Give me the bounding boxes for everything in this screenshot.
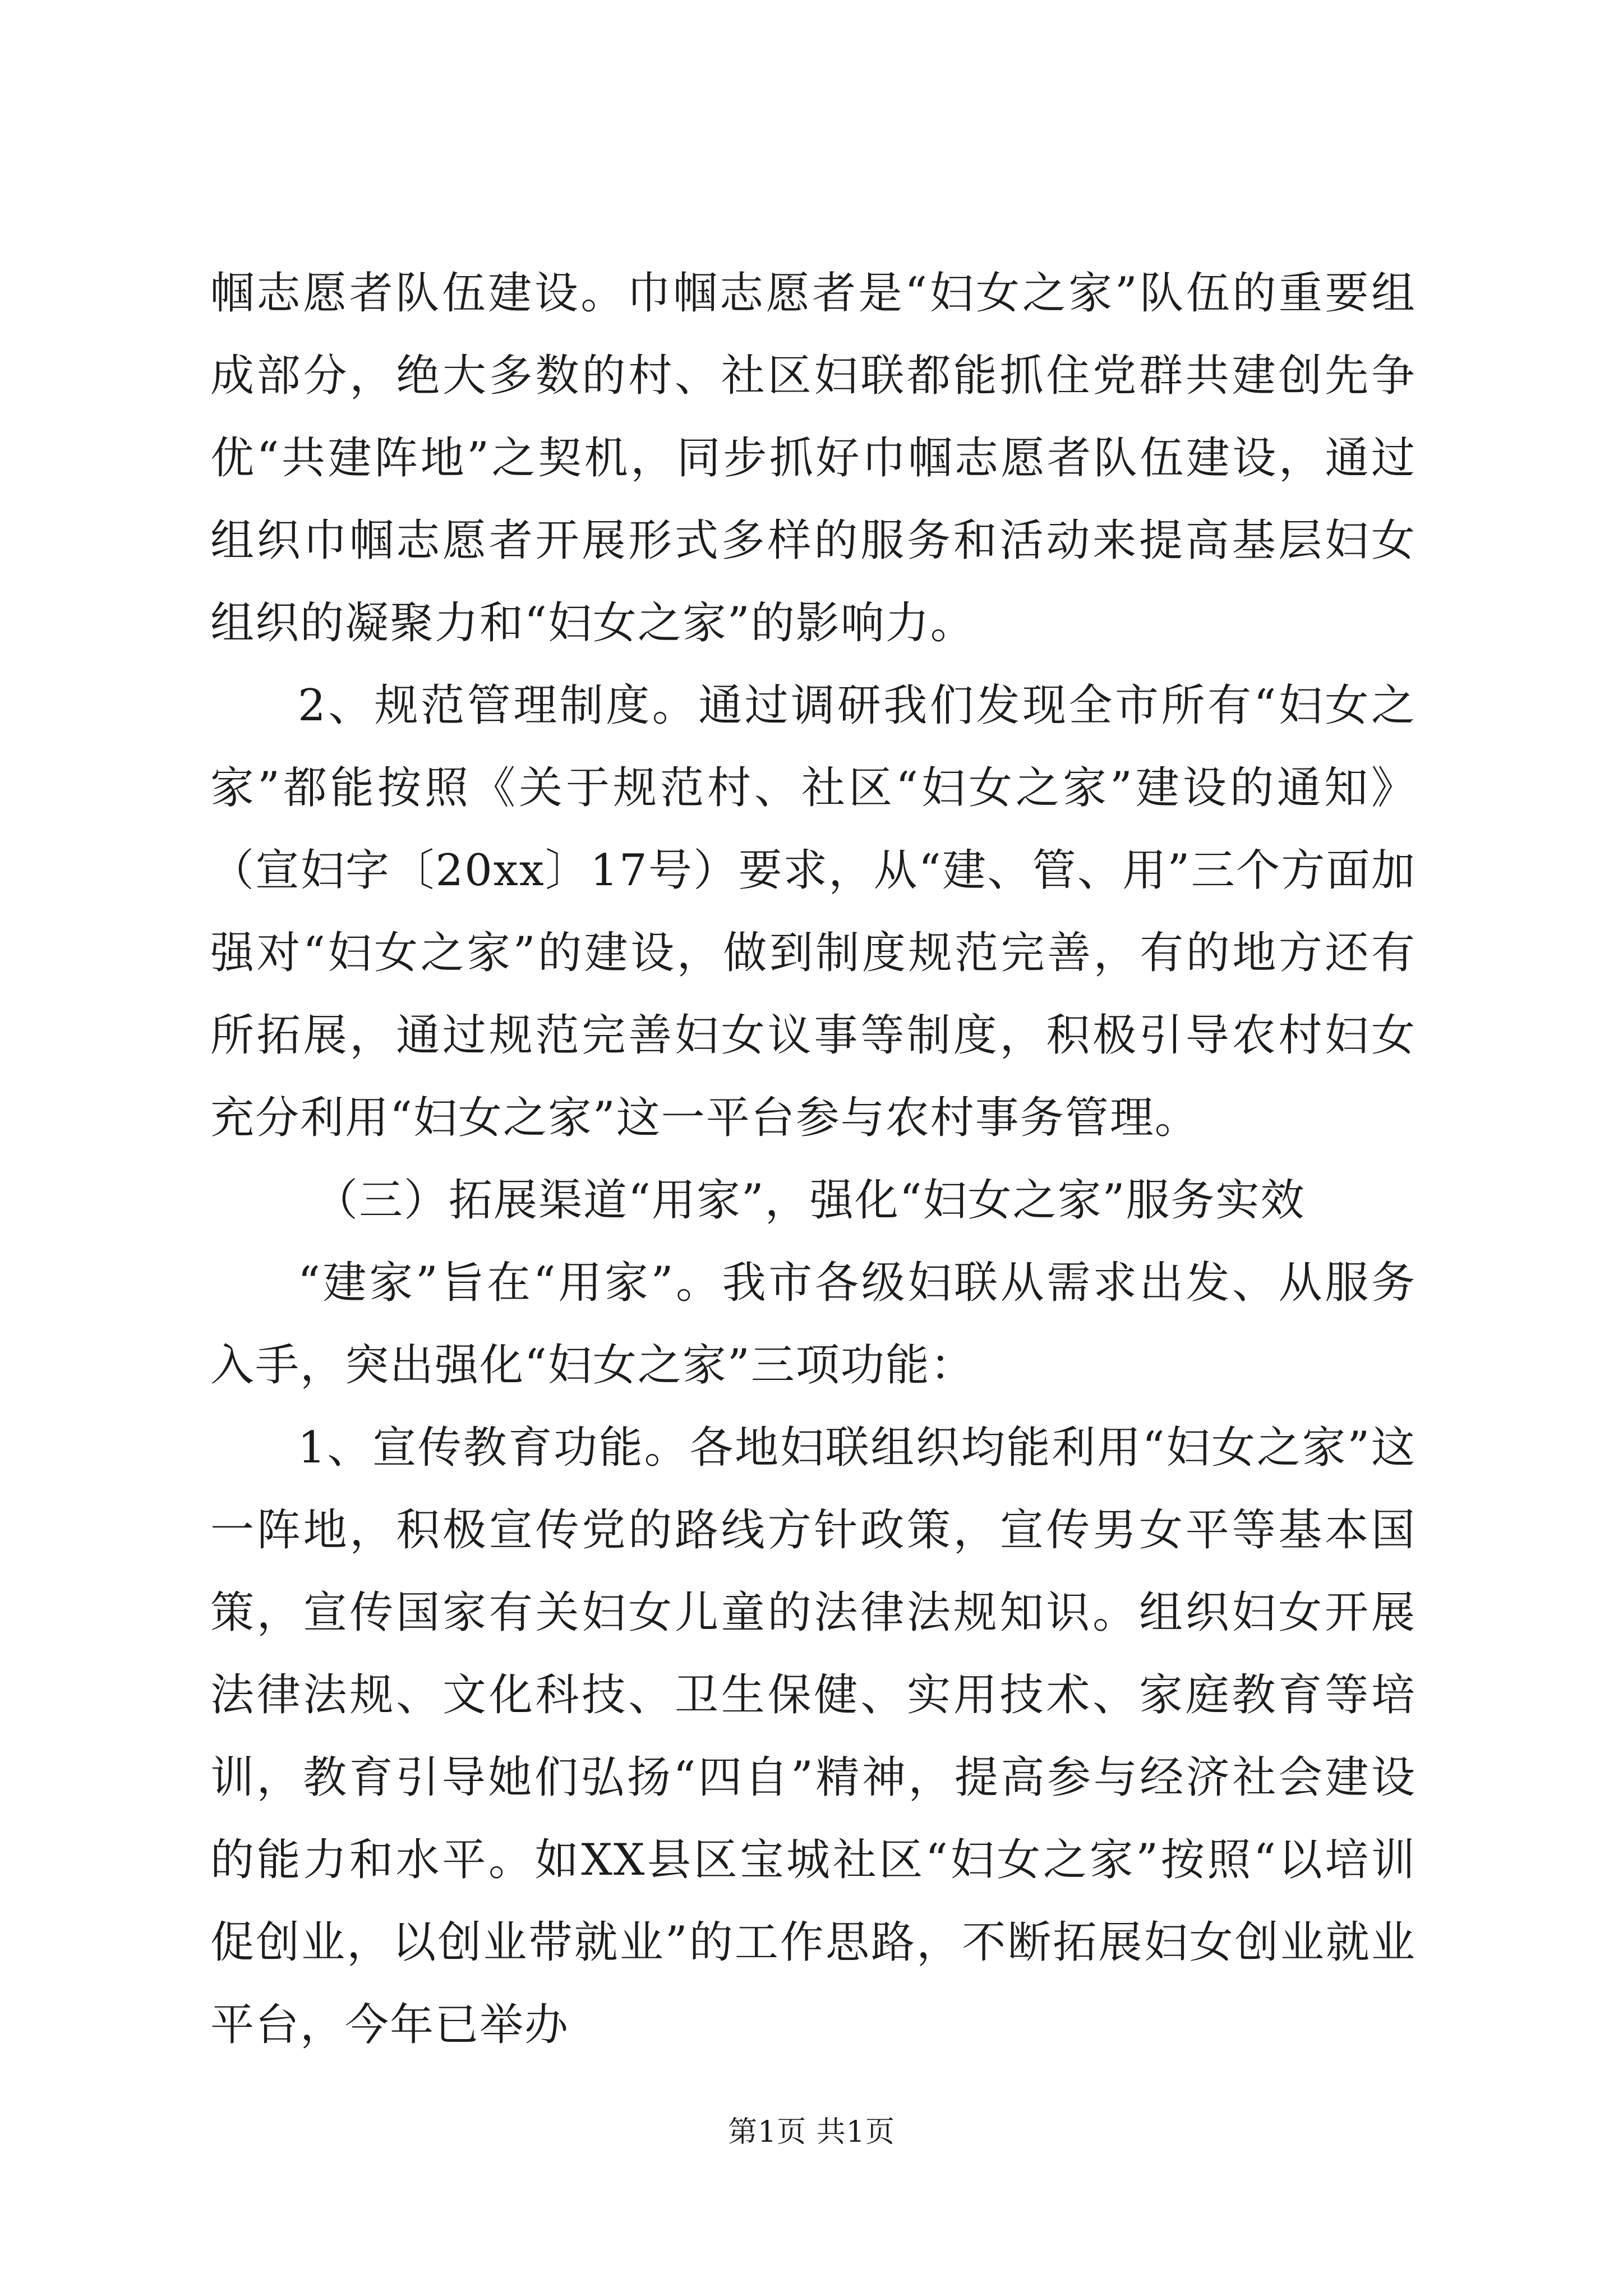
paragraph-continuation: 帼志愿者队伍建设。巾帼志愿者是“妇女之家”队伍的重要组成部分，绝大多数的村、社区妇联都能抓住党群共建创先争优“共建阵地”之契机，同步抓好巾帼志愿者队伍建设，通过组织巾帼志愿者开展形式多样的服务和活动来提高基层妇女组织的凝聚力和“妇女之家”的影响力。 — [210, 268, 1416, 648]
document-body — [210, 252, 1416, 2067]
paragraph-publicity-education: 1、宣传教育功能。各地妇联组织均能利用“妇女之家”这一阵地，积极宣传党的路线方针政策，宣传男女平等基本国策，宣传国家有关妇女儿童的法律法规知识。组织妇女开展法律法规、文化科技、卫生保健、实用技术、家庭教育等培训，教育引导她们弘扬“四自”精神，提高参与经济社会建设的能力和水平。如XX县区宝城社区“妇女之家”按照“以培训促创业，以创业带就业”的工作思路，不断拓展妇女创业就业平台，今年已举办 — [210, 1423, 1416, 2050]
paragraph-intro: “建家”旨在“用家”。我市各级妇联从需求出发、从服务入手，突出强化“妇女之家”三项功能： — [210, 1258, 1416, 1391]
page-number-footer: 第1页 共1页 — [728, 2115, 895, 2149]
section-heading: （三）拓展渠道“用家”，强化“妇女之家”服务实效 — [314, 1175, 1306, 1226]
paragraph-management-system: 2、规范管理制度。通过调研我们发现全市所有“妇女之家”都能按照《关于规范村、社区“妇女之家”建设的通知》（宣妇字〔20xx〕17号）要求，从“建、管、用”三个方面加强对“妇女之家”的建设，做到制度规范完善，有的地方还有所拓展，通过规范完善妇女议事等制度，积极引导农村妇女充分利用“妇女之家”这一平台参与农村事务管理。 — [210, 680, 1416, 1143]
